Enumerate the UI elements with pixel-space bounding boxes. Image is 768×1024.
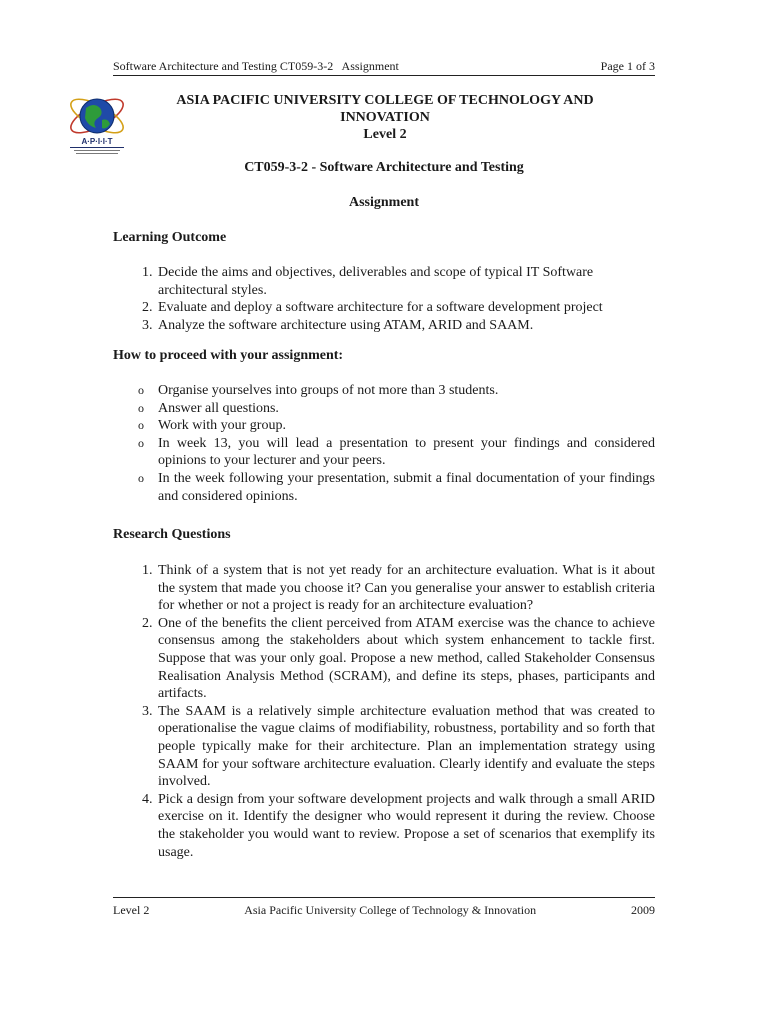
institution-name-line2: INNOVATION [340,110,430,125]
level-label: Level 2 [363,127,407,142]
header-rule [113,75,655,76]
item-text: In the week following your presentation, submit a final documentation of your findings and considered opinions. [158,470,655,504]
list-item [113,264,655,299]
item-text: Work with your group. [158,418,286,434]
item-text: Pick a design from your software development projects and walk through a small ARID exercise on it. Identify the designer who would represent it during the review. Choose the stakeholder you would want to review. Propose a set of scenarios that exemplify its usage. [158,791,655,860]
footer-institution: Asia Pacific University College of Technology & Innovation [244,903,537,917]
footer-year: 2009 [631,903,655,917]
item-number: 1. [142,563,153,578]
item-number: 2. [142,615,153,631]
item-number: 1. [142,265,153,280]
item-text: One of the benefits the client perceived from ATAM exercise was the chance to achieve consensus among the stakeholders about which system enhancement to tackle first. Suppose that was your only goal. Propose a new method, called Stakeholder Consensus Realisation Analysis Method (SCRAM), and define its steps, phases, participants and artifacts. [158,615,655,702]
institution-name-line1: ASIA PACIFIC UNIVERSITY COLLEGE OF TECHNOLOGY AND [176,93,594,108]
item-text: In week 13, you will lead a presentation to present your findings and considered opinions to your lecturer and your peers. [158,435,655,469]
item-text: Think of a system that is not yet ready for an architecture evaluation. What is it about the system that made you choose it? Can you generalise your answer to establish criteria for whether or not a project is ready for an architecture evaluation? [158,563,655,614]
research-questions-list [113,562,655,861]
learning-outcome-list [113,264,655,334]
bullet-marker: o [138,435,144,450]
item-number: 4. [142,791,153,807]
list-item [113,470,655,505]
bullet-marker: o [138,400,144,415]
learning-outcome-heading: Learning Outcome [113,230,227,245]
list-item [113,562,655,615]
item-text: Decide the aims and objectives, deliverables and scope of typical IT Software architectural styles. [158,265,594,298]
apiit-globe-logo-icon [66,88,128,160]
item-number: 3. [142,317,153,333]
running-header [113,59,655,74]
item-text: Organise yourselves into groups of not more than 3 students. [158,383,499,398]
footer-level: Level 2 [113,903,150,917]
header-course-label: Software Architecture and Testing CT059-3-2 Assignment [113,59,399,73]
institution-title [140,92,630,143]
item-text: Answer all questions. [158,400,279,416]
running-footer [113,903,655,918]
document-type-title: Assignment [348,195,419,210]
list-item [113,791,655,861]
list-item [113,400,655,418]
list-item [113,435,655,470]
item-number: 2. [142,300,153,316]
list-item [113,317,655,335]
item-text: The SAAM is a relatively simple architecture evaluation method that was created to operationalise the vague claims of modifiability, robustness, portability and so forth that people typically make for their architecture. Plan an implementation strategy using SAAM for your software architecture evaluation. Clearly identify and evaluate the steps involved. [158,703,655,790]
list-item [113,382,655,400]
course-title: CT059-3-2 - Software Architecture and Testing [244,160,524,175]
bullet-marker: o [138,383,144,397]
item-text: Evaluate and deploy a software architecture for a software development project [158,300,603,316]
procedure-list [113,382,655,505]
list-item [113,703,655,791]
item-number: 3. [142,703,153,719]
research-questions-heading: Research Questions [113,527,231,542]
bullet-marker: o [138,470,144,485]
procedure-heading: How to proceed with your assignment: [113,348,344,363]
footer-rule [113,897,655,898]
item-text: Analyze the software architecture using ATAM, ARID and SAAM. [158,317,534,333]
logo-text: A·P·I·I·T [81,137,113,146]
list-item [113,615,655,703]
list-item [113,417,655,435]
page-number: Page 1 of 3 [600,59,655,73]
list-item [113,299,655,317]
bullet-marker: o [138,418,144,433]
